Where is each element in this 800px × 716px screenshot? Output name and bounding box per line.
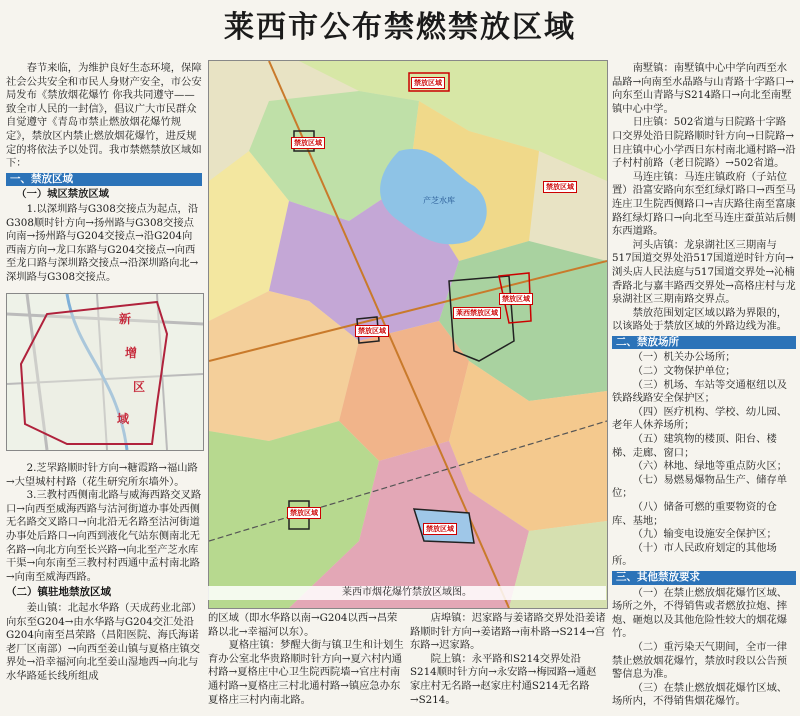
place-item-1: （一）机关办公场所； bbox=[632, 351, 736, 364]
map-tag-4: 莱西禁放区域 bbox=[453, 307, 501, 319]
inset-label-2: 增 bbox=[125, 346, 138, 360]
urban-area-1: 1.以深圳路与G308交接点为起点，沿G308顺时针方向→扬州路与G308交接点向南→扬州路与G204交接点→沿G204向西南方向→龙口东路与G204交接点→向西至龙口路与深圳路交接点→沿深圳路向北→深圳路与G308交接点。 bbox=[6, 202, 199, 283]
place-item-6: （六）林地、绿地等重点防火区； bbox=[632, 460, 788, 473]
xiagezhuang-paragraph: 夏格庄镇：梦醒大街与镇卫生和计划生育办公室北华贵路顺时针方向→夏六村内通村路→夏格庄中心卫生院西院墙→官庄村南通村路→夏格庄三村北通村路→镇应急办东夏格庄三村内南北路。 bbox=[208, 639, 404, 706]
right-column bbox=[612, 62, 796, 709]
place-item-10: （十）市人民政府划定的其他场所。 bbox=[612, 541, 777, 568]
place-item-8: （八）储备可燃的重要物资的仓库、基地； bbox=[612, 501, 777, 527]
page-title: 莱西市公布禁燃禁放区域 bbox=[224, 10, 576, 45]
place-item-9: （九）输变电设施安全保护区； bbox=[632, 528, 777, 541]
requirement-2: （二）重污染天气期间，全市一律禁止燃放烟花爆竹，禁放时段以公告预警信息为准。 bbox=[612, 640, 788, 681]
place-item-2: （二）文物保护单位； bbox=[632, 365, 736, 378]
nanshu-paragraph: 南墅镇：南墅镇中心中学向西至水晶路→向南至水晶路与山青路十字路口→向东至山青路与S214路口→向北至南墅镇中心中学。 bbox=[612, 62, 795, 115]
inset-label-1: 新 bbox=[119, 312, 132, 326]
subheading-urban: （一）城区禁放区域 bbox=[16, 188, 109, 201]
jiangshan-continuation: 的区域（即水华路以南→G204以西→昌荣路以北→幸福河以东）。 bbox=[208, 612, 398, 638]
map-tag-8: 禁放区域 bbox=[543, 181, 577, 193]
section-heading-3: 三、其他禁放要求 bbox=[612, 571, 796, 585]
urban-area-3: 3.三教村西侧南北路与威海西路交叉路口→向西至威海西路与沽河街道办事处西侧无名路交叉路口→向北沿无名路至沽河街道办事处后路口→向西到液化气站东侧南北无名路→向北方向至长兴路→向北至产芝水库干渠→向东南至三教村村西通中孟村南北路→向南至威海西路。 bbox=[6, 489, 202, 583]
urban-area-2: 2.芝罘路顺时针方向→糖霞路→福山路→大望城村村路（花生研究所东墙外）。 bbox=[6, 462, 198, 488]
boundary-note: 禁放范围划定区域以路为界限的，以该路处于禁放区域的外路边线为准。 bbox=[612, 306, 788, 333]
middle-column-2 bbox=[410, 612, 606, 707]
district-map bbox=[208, 60, 608, 609]
place-item-5: （五）建筑物的楼顶、阳台、楼梯、走廊、窗口； bbox=[612, 433, 777, 459]
section-heading-1: 一、禁放区域 bbox=[6, 173, 202, 187]
map-caption: 莱西市烟花爆竹禁放区域图。 bbox=[208, 586, 606, 600]
requirement-1: （一）在禁止燃放烟花爆竹区域、场所之外，不得销售或者燃放拉炮、摔炮、砸炮以及其他危险性较大的烟花爆竹。 bbox=[612, 586, 788, 640]
map-tag-2: 禁放区域 bbox=[291, 137, 325, 149]
inset-label-3: 区 bbox=[133, 380, 146, 394]
map-tag-6: 禁放区域 bbox=[287, 507, 321, 519]
dianbu-paragraph: 店埠镇：迟家路与姜诸路交界处沿姜诸路顺时针方向→姜诸路→南朴路→S214→宫东路→迟家路。 bbox=[410, 612, 606, 652]
left-column-top bbox=[6, 62, 202, 285]
jiangshan-paragraph: 姜山镇：北起水华路（天成药业北部）向东至G204→由水华路与G204交汇处沿G204向南至昌荣路（昌阳医院、海氏海诺老厂区南部）→向西至姜山镇与夏格庄镇交界处→沿幸福河向北至姜山湿地西→向北与水华路延长线所组成 bbox=[6, 601, 202, 682]
intro-paragraph: 春节来临，为维护良好生态环境，保障社会公共安全和市民人身财产安全，市公安局发布《禁放烟花爆竹 你我共同遵守——致全市人民的一封信》，倡议广大市民群众自觉遵守《青岛市禁止燃放烟花爆竹规定》，禁放区内禁止燃放烟花爆竹，进反规定的将依法予以处罚。我市禁燃禁放区域如下： bbox=[6, 62, 202, 170]
hetoudian-paragraph: 河头店镇：龙泉湖社区三期南与517国道交界处沿517国道逆时针方向→浏头店人民法庭与517国道交界处→沁楠香路北与嘉丰路西交界处→高格庄村与龙泉湖社区三期南路交界点。 bbox=[612, 238, 796, 306]
place-item-7: （七）易燃易爆物品生产、储存单位； bbox=[612, 473, 788, 500]
middle-column bbox=[208, 612, 404, 707]
map-tag-3: 禁放区域 bbox=[499, 293, 533, 305]
inset-label-4: 域 bbox=[117, 412, 130, 426]
rizhuang-paragraph: 日庄镇：502省道与日院路十字路口交界处沿日院路顺时针方向→日院路→日庄镇中心小学西日东村南北通村路→沿子村村前路（老日院路）→502省道。 bbox=[612, 116, 796, 170]
section-heading-2: 二、禁放场所 bbox=[612, 336, 796, 350]
reservoir-label: 产芝水库 bbox=[423, 196, 455, 205]
map-tag-5: 禁放区域 bbox=[355, 325, 389, 337]
yuanshang-paragraph: 院上镇：永平路和S214交界处沿S214顺时针方向→永安路→梅园路→通赵家庄村无名路→赵家庄村通S214无名路→S214。 bbox=[410, 652, 597, 706]
requirement-3: （三）在禁止燃放烟花爆竹区域、场所内，不得销售烟花爆竹。 bbox=[612, 681, 788, 708]
map-tag-1: 禁放区域 bbox=[411, 77, 445, 89]
subheading-town: （二）镇驻地禁放区域 bbox=[6, 586, 111, 599]
left-column-bottom bbox=[6, 462, 202, 684]
malianzhuang-paragraph: 马连庄镇：马连庄镇政府（子站位置）沿富安路向东至红绿灯路口→西至马连庄卫生院西侧路口→吉庆路往南至富康路红绿灯路口→向北至马连庄蚕茧站后侧东西道路。 bbox=[612, 170, 796, 238]
place-item-3: （三）机场、车站等交通枢纽以及铁路线路安全保护区； bbox=[612, 378, 788, 405]
place-item-4: （四）医疗机构、学校、幼儿园、老年人休养场所； bbox=[612, 405, 788, 432]
map-tag-7: 禁放区域 bbox=[423, 523, 457, 535]
inset-map bbox=[6, 293, 204, 451]
